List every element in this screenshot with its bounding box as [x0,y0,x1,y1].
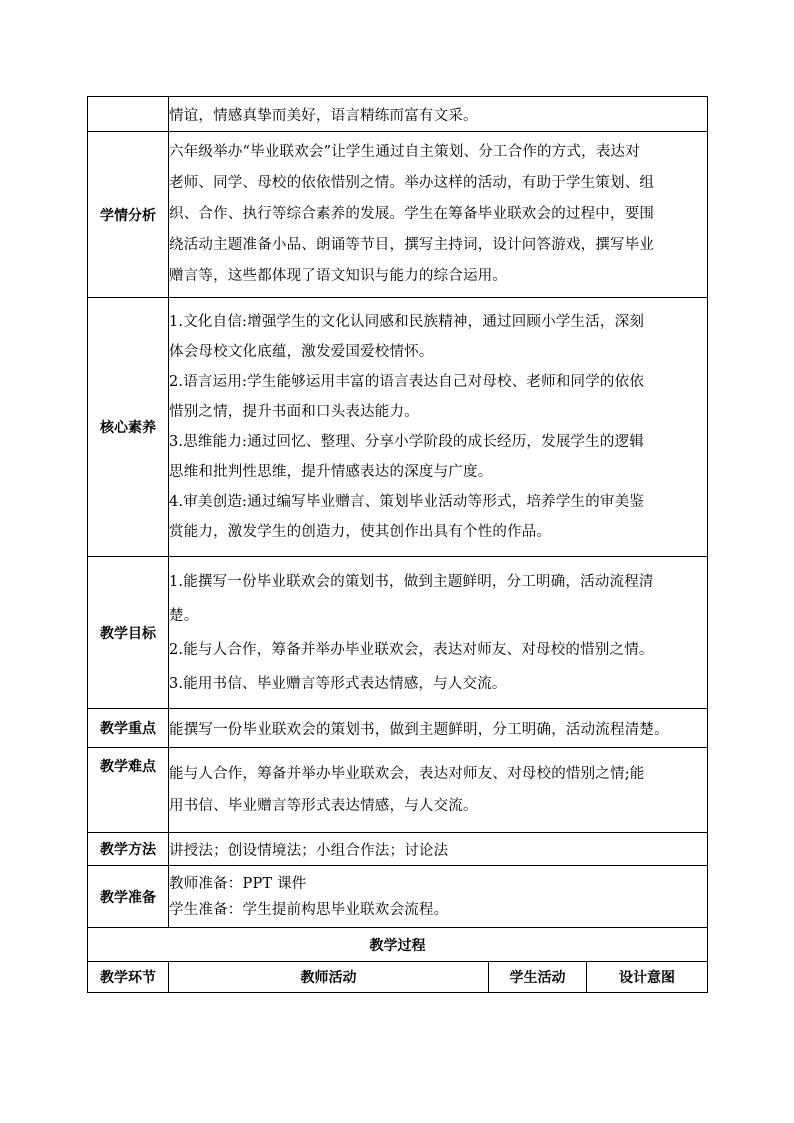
xueqing-line: 织、合作、执行等综合素养的发展。学生在筹备毕业联欢会的过程中，要围 [169,206,655,222]
process-heading: 教学过程 [88,928,708,962]
xueqing-label: 学情分析 [88,132,169,298]
continued-text: 情谊，情感真挚而美好，语言精练而富有文采。 [169,107,478,124]
zhunbei-line: 学生准备：学生提前构思毕业联欢会流程。 [169,901,449,918]
hexin-line: 惜别之情，提升书面和口头表达能力。 [169,404,419,420]
zhunbei-content [169,866,708,928]
nandian-line: 能与人合作，筹备并举办毕业联欢会，表达对师友、对母校的惜别之情;能 [169,766,645,782]
nandian-label: 教学难点 [88,748,169,833]
mubiao-line: 3.能用书信、毕业赠言等形式表达情感，与人交流。 [169,675,507,692]
hexin-line: 思维和批判性思维，提升情感表达的深度与广度。 [169,464,493,480]
zhunbei-label: 教学准备 [88,866,169,928]
hexin-label: 核心素养 [88,298,169,557]
xueqing-content [169,132,708,298]
hexin-line: 赏能力，激发学生的创造力，使其创作出具有个性的作品。 [169,524,552,540]
nandian-line: 用书信、毕业赠言等形式表达情感，与人交流。 [169,798,478,814]
table-row-hexin [88,298,708,557]
zhongdian-line: 能撰写一份毕业联欢会的策划书，做到主题鲜明，分工明确，活动流程清楚。 [169,721,669,738]
hexin-line: 1.文化自信:增强学生的文化认同感和民族精神，通过回顾小学生活，深刻 [169,314,645,330]
nandian-content [169,748,708,833]
table-row-zhongdian [88,709,708,748]
table-row-fangfa [88,833,708,866]
column-header: 学生活动 [489,962,587,993]
mubiao-line: 1.能撰写一份毕业联欢会的策划书，做到主题鲜明，分工明确，活动流程清 [169,573,654,590]
mubiao-line: 楚。 [169,607,199,624]
column-header: 教学环节 [88,962,169,993]
hexin-line: 3.思维能力:通过回忆、整理、分享小学阶段的成长经历，发展学生的逻辑 [169,434,645,450]
fangfa-content [169,833,708,866]
xueqing-line: 绕活动主题准备小品、朗诵等节目，撰写主持词，设计问答游戏，撰写毕业 [169,237,655,253]
zhongdian-label: 教学重点 [88,709,169,748]
continued-text-cell [169,97,708,132]
empty-label-cell [88,97,169,132]
table-row-nandian [88,748,708,833]
table-row-xueqing [88,132,708,298]
table-row-process-heading [88,928,708,962]
table-row-continued [88,97,708,132]
hexin-line: 2.语言运用:学生能够运用丰富的语言表达自己对母校、老师和同学的依依 [169,374,645,390]
table-row-zhunbei [88,866,708,928]
xueqing-line: 赠言等，这些都体现了语文知识与能力的综合运用。 [169,268,508,284]
hexin-line: 体会母校文化底蕴，激发爱国爱校情怀。 [169,344,434,360]
mubiao-label: 教学目标 [88,557,169,709]
column-header: 教师活动 [169,962,489,993]
column-header: 设计意图 [587,962,708,993]
zhunbei-line: 教师准备：PPT 课件 [169,875,307,892]
zhongdian-content [169,709,708,748]
table-row-mubiao [88,557,708,709]
mubiao-content [169,557,708,709]
lesson-plan-table [87,96,708,993]
hexin-content [169,298,708,557]
fangfa-label: 教学方法 [88,833,169,866]
xueqing-line: 六年级举办“毕业联欢会”让学生通过自主策划、分工合作的方式，表达对 [169,144,640,160]
mubiao-line: 2.能与人合作，筹备并举办毕业联欢会，表达对师友、对母校的惜别之情。 [169,641,654,658]
hexin-line: 4.审美创造:通过编写毕业赠言、策划毕业活动等形式，培养学生的审美鉴 [169,494,645,510]
xueqing-line: 老师、同学、母校的依依惜别之情。举办这样的活动，有助于学生策划、组 [169,175,655,191]
table-row-process-columns [88,962,708,993]
fangfa-line: 讲授法；创设情境法；小组合作法；讨论法 [169,842,449,859]
